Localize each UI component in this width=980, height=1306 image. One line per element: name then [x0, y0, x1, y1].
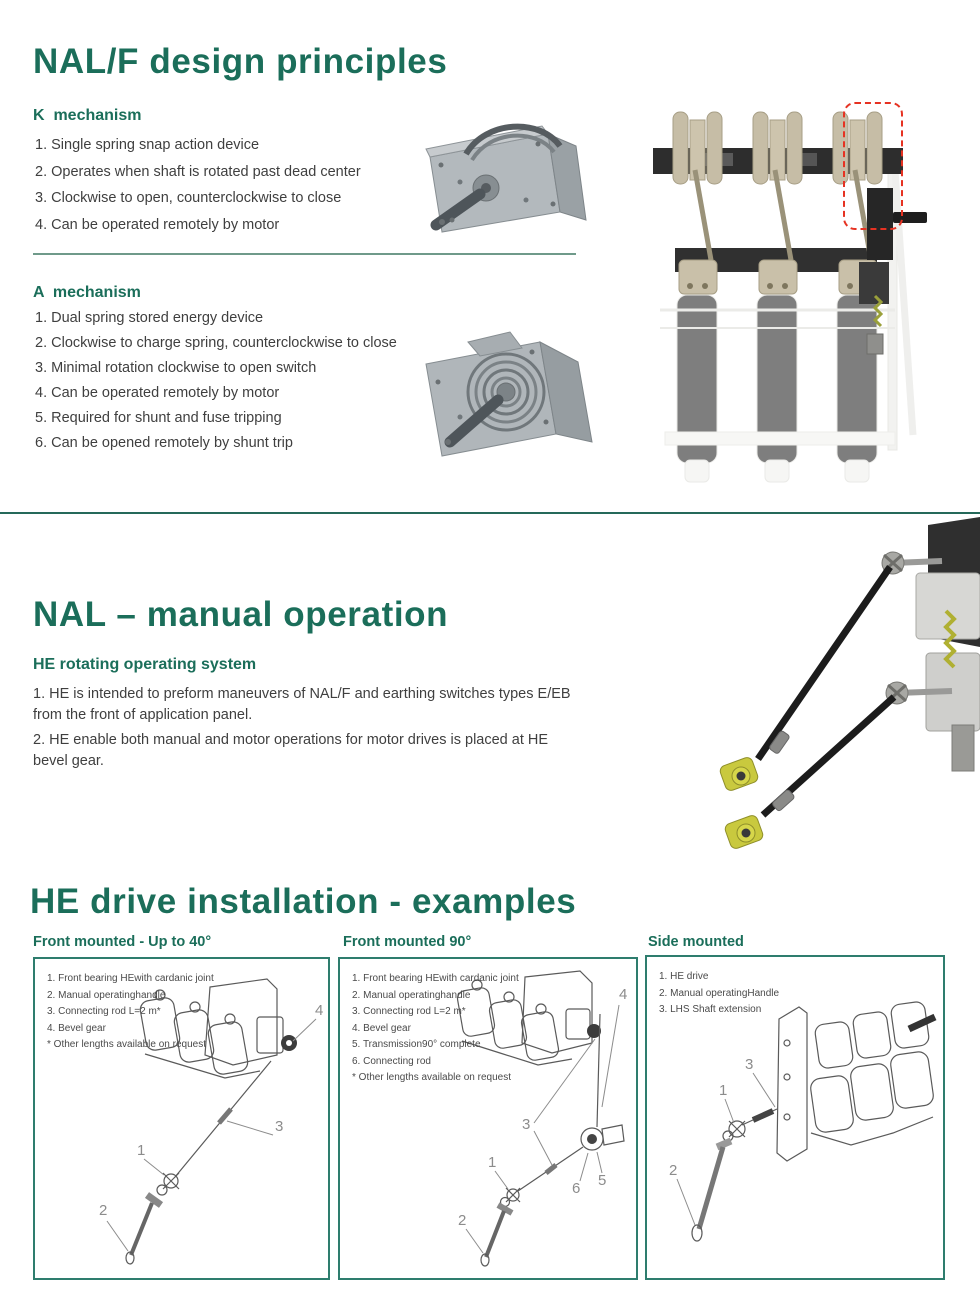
he-system-subheading: HE rotating operating system — [33, 656, 257, 673]
callout-3: 3 — [275, 1118, 284, 1135]
a-mechanism-image — [408, 322, 598, 472]
list-item: 2. Manual operatingHandle — [659, 987, 780, 999]
list-item: 4. Bevel gear — [352, 1022, 411, 1034]
callout-6: 6 — [572, 1180, 581, 1197]
callout-1: 1 — [137, 1142, 146, 1159]
k-section-rule — [33, 253, 576, 255]
he-operating-rods-image — [700, 515, 980, 855]
list-item: 4. Can be operated remotely by motor — [35, 216, 280, 233]
paragraph: 1. HE is intended to preform maneuvers of NAL/F and earthing switches types E/EB from the front of application panel. — [33, 686, 571, 723]
k-mechanism-heading: K mechanism — [33, 107, 142, 124]
callout-1: 1 — [719, 1082, 728, 1099]
list-item: 3. Minimal rotation clockwise to open switch — [35, 360, 317, 376]
list-item: 2. Manual operatinghandle — [47, 989, 166, 1001]
list-item: 4. Can be operated remotely by motor — [35, 385, 280, 401]
callout-2: 2 — [458, 1212, 467, 1229]
callout-4: 4 — [619, 986, 628, 1003]
k-mechanism-list — [35, 132, 361, 238]
list-item: 3. Connecting rod L=2 m* — [47, 1006, 161, 1017]
column-heading-front-90: Front mounted 90° — [343, 934, 472, 950]
list-item: 5. Transmission90° complete — [352, 1039, 481, 1050]
page-title-he-drive-installation: HE drive installation - examples — [30, 882, 577, 921]
callout-1: 1 — [488, 1154, 497, 1171]
list-item: 5. Required for shunt and fuse tripping — [35, 410, 282, 426]
front-mounted-90-list — [352, 971, 519, 1087]
side-mounted-list — [659, 969, 779, 1019]
mechanism-highlight-box — [843, 102, 903, 230]
front-mounted-40-panel — [33, 957, 330, 1280]
list-item: 1. HE drive — [659, 971, 709, 982]
side-mounted-panel — [645, 955, 945, 1280]
callout-2: 2 — [669, 1162, 678, 1179]
column-heading-front-40: Front mounted - Up to 40° — [33, 934, 212, 950]
column-heading-side: Side mounted — [648, 934, 744, 950]
page-title-design-principles: NAL/F design principles — [33, 42, 448, 81]
k-mechanism-image — [408, 112, 593, 237]
list-item: 3. Connecting rod L=2 m* — [352, 1006, 466, 1017]
front-mounted-90-panel — [338, 957, 638, 1280]
front-mounted-40-list — [47, 971, 214, 1054]
a-mechanism-heading: A mechanism — [33, 284, 141, 301]
callout-3: 3 — [522, 1116, 531, 1133]
list-item: 1. Single spring snap action device — [35, 137, 260, 153]
list-item: 4. Bevel gear — [47, 1022, 106, 1034]
list-item: 1. Front bearing HEwith cardanic joint — [352, 973, 519, 984]
a-mechanism-list — [35, 306, 397, 456]
callout-5: 5 — [598, 1172, 607, 1189]
list-item: 3. LHS Shaft extension — [659, 1004, 762, 1015]
list-item: 1. Dual spring stored energy device — [35, 310, 264, 326]
list-item: 2. Manual operatinghandle — [352, 989, 471, 1001]
callout-4: 4 — [315, 1002, 324, 1019]
callout-2: 2 — [99, 1202, 108, 1219]
list-item: * Other lengths available on request — [47, 1039, 206, 1050]
list-item: 1. Front bearing HEwith cardanic joint — [47, 973, 214, 984]
list-item: 2. Operates when shaft is rotated past dead center — [35, 163, 361, 180]
callout-3: 3 — [745, 1056, 754, 1073]
list-item: 6. Connecting rod — [352, 1055, 431, 1067]
list-item: 6. Can be opened remotely by shunt trip — [35, 435, 293, 451]
he-system-paragraphs — [33, 684, 585, 776]
list-item: * Other lengths available on request — [352, 1072, 511, 1083]
page-title-manual-operation: NAL – manual operation — [33, 595, 449, 634]
paragraph: 2. HE enable both manual and motor operations for motor drives is placed at HE bevel gear. — [33, 732, 549, 769]
list-item: 2. Clockwise to charge spring, counterclockwise to close — [35, 335, 397, 351]
section-divider — [0, 512, 980, 514]
list-item: 3. Clockwise to open, counterclockwise to close — [35, 190, 342, 206]
